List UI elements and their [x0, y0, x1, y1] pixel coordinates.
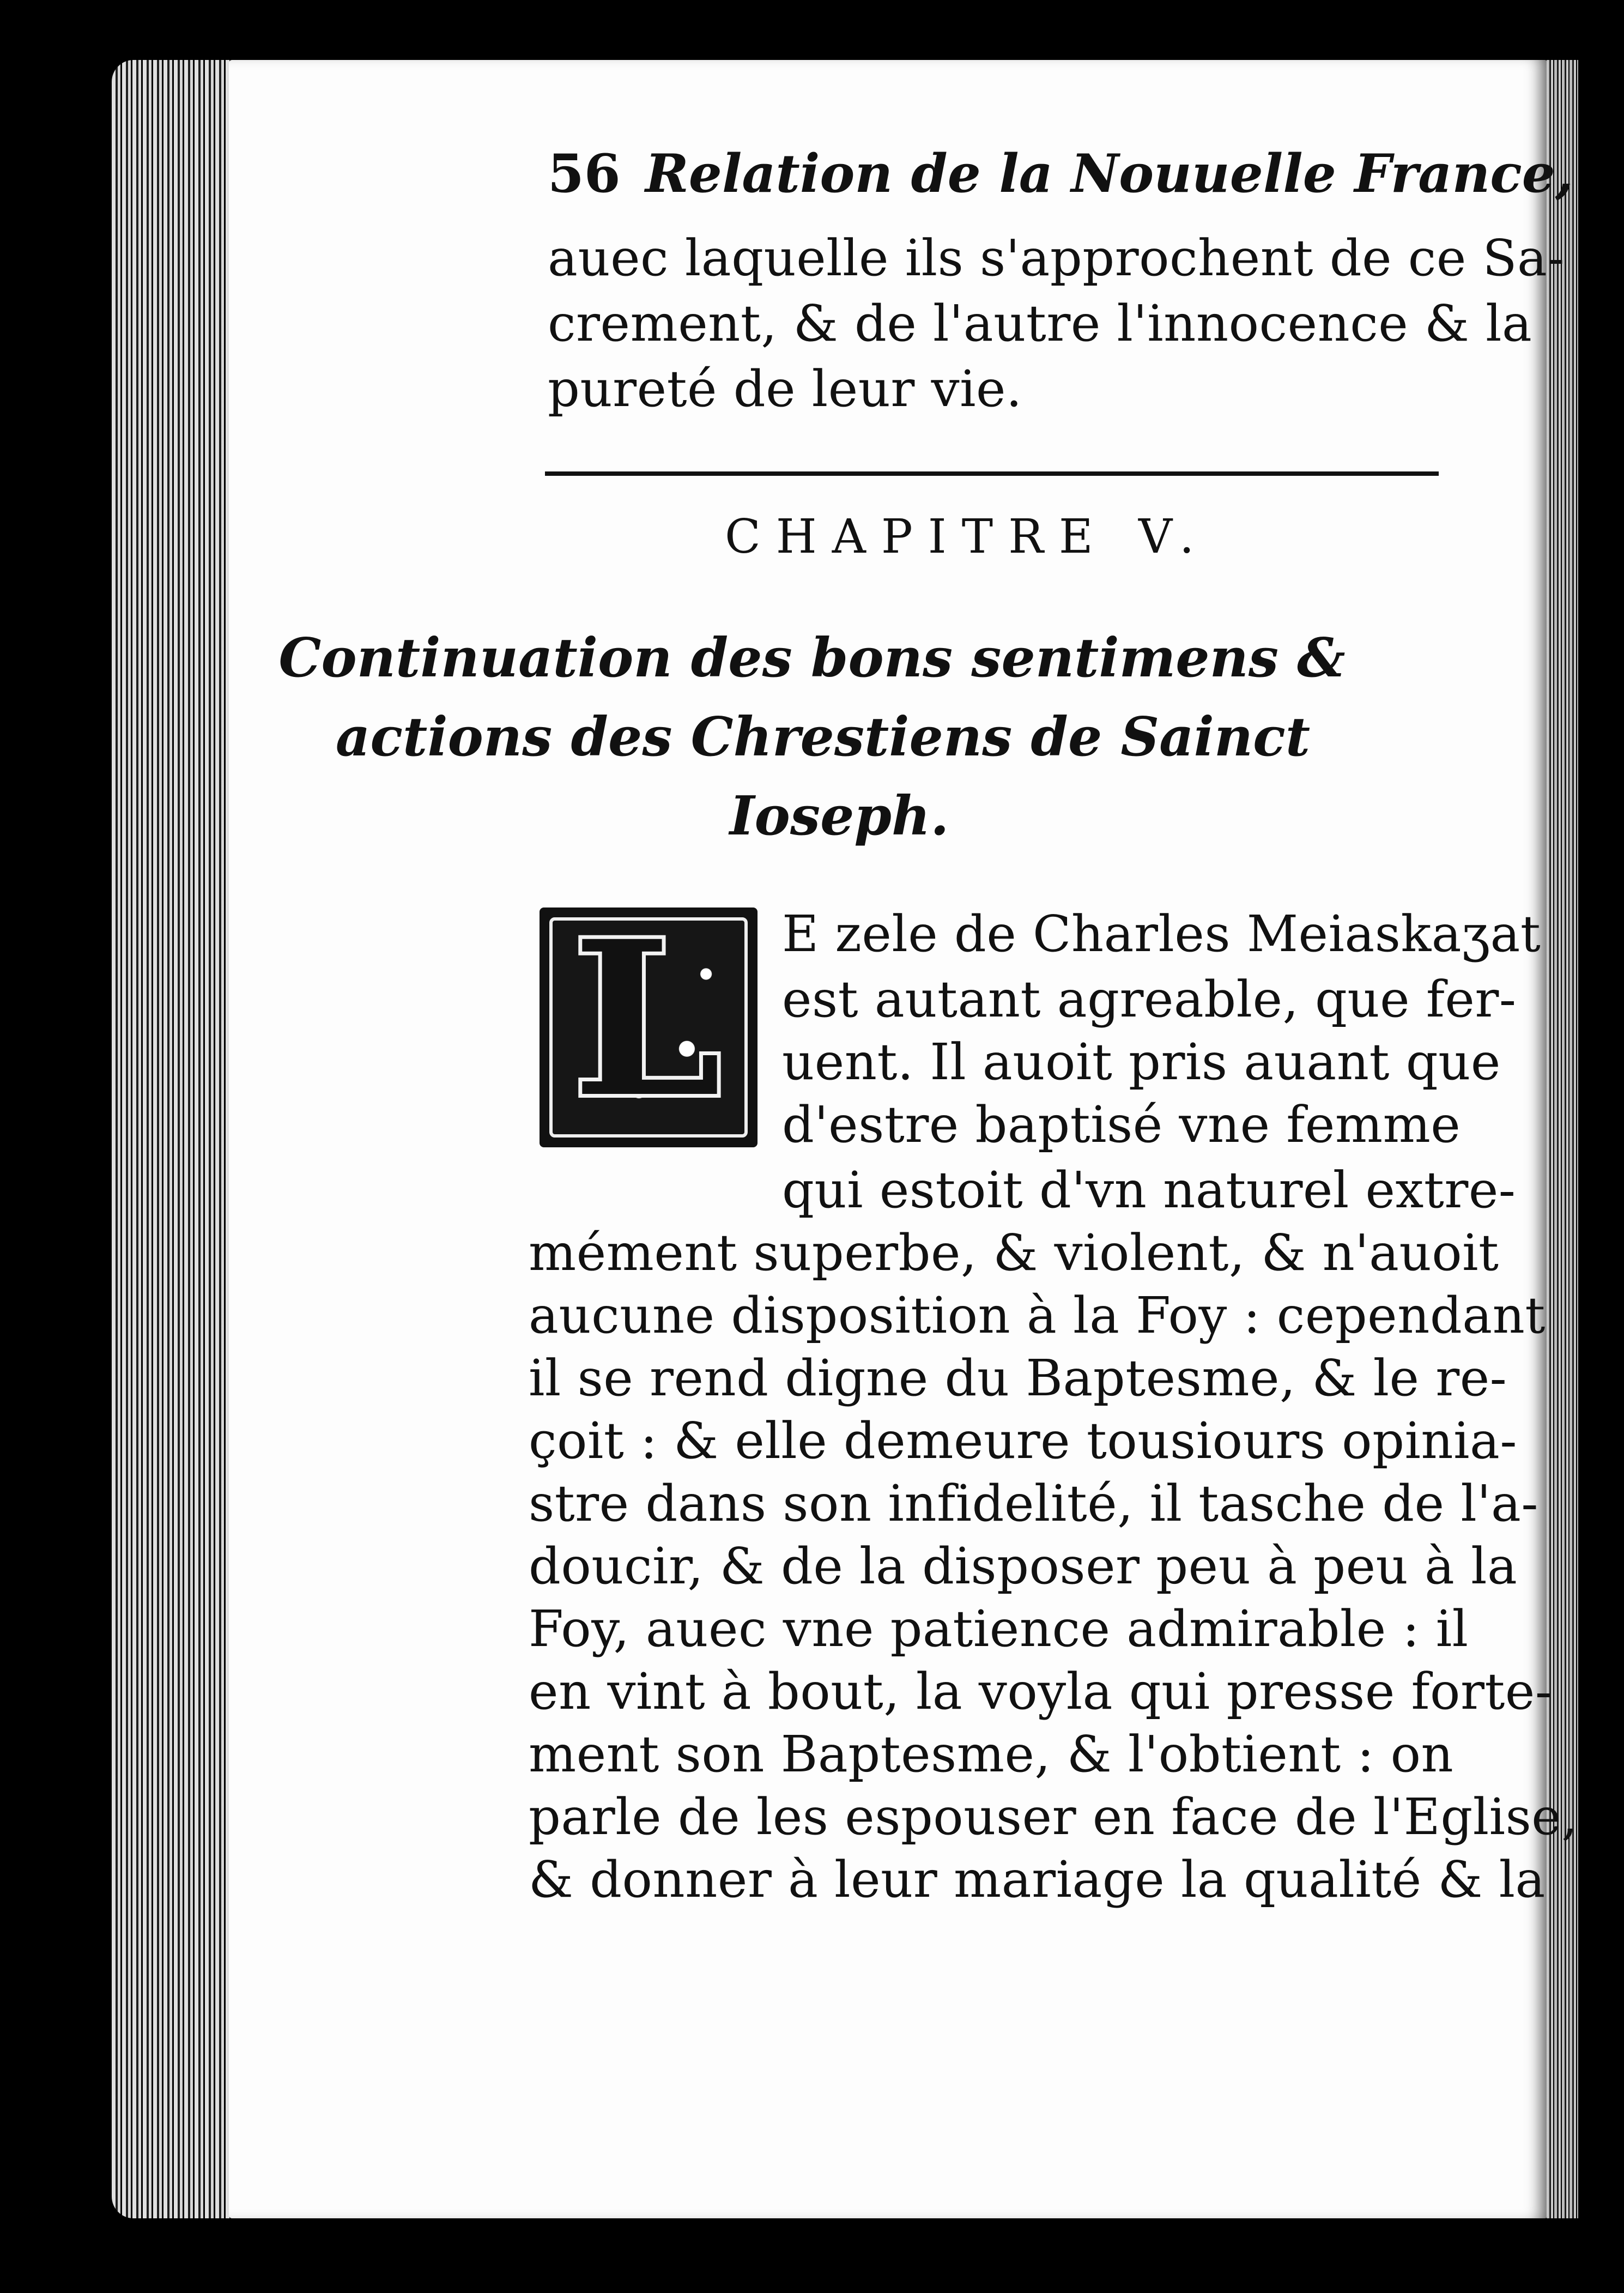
page-right-edge — [1547, 60, 1578, 2218]
section-rule — [545, 471, 1439, 476]
body-line: & donner à leur mariage la qualité & la — [529, 1850, 1546, 1909]
body-line: parle de les espouser en face de l'Eglise, — [529, 1788, 1578, 1846]
body-line: uent. Il auoit pris auant que — [782, 1033, 1501, 1091]
body-line: d'estre baptisé vne femme — [782, 1096, 1461, 1154]
body-line: çoit : & elle demeure tousiours opinia- — [529, 1412, 1517, 1470]
body-line: doucir, & de la disposer peu à peu à la — [529, 1537, 1518, 1595]
drop-cap-letter: L — [572, 907, 722, 1144]
page-number: 56 — [548, 143, 621, 204]
chapter-title-line: actions des Chrestiens de Sainct — [335, 706, 1311, 769]
body-line: E zele de Charles Meiaskaʒat — [782, 905, 1541, 963]
body-line: ment son Baptesme, & l'obtient : on — [529, 1725, 1454, 1783]
body-line: Foy, auec vne patience admirable : il — [529, 1600, 1469, 1658]
intro-line: pureté de leur vie. — [548, 360, 1022, 418]
intro-line: auec laquelle ils s'approchent de ce Sa- — [548, 229, 1565, 287]
running-title: Relation de la Nouuelle France, — [645, 143, 1574, 204]
chapter-title-line: Ioseph. — [729, 785, 949, 848]
body-line: en vint à bout, la voyla qui presse forte- — [529, 1662, 1553, 1721]
body-line: aucune disposition à la Foy : cependant — [529, 1286, 1546, 1345]
drop-cap-ornament — [540, 907, 758, 1147]
body-line: stre dans son infidelité, il tasche de l'a- — [529, 1474, 1538, 1533]
body-line: qui estoit d'vn naturel extre- — [782, 1161, 1516, 1219]
chapter-title-line: Continuation des bons sentimens & — [278, 627, 1346, 689]
intro-line: crement, & de l'autre l'innocence & la — [548, 294, 1532, 353]
page-stack-edge — [112, 60, 240, 2218]
body-line: est autant agreable, que fer- — [782, 970, 1517, 1028]
body-line: il se rend digne du Baptesme, & le re- — [529, 1349, 1507, 1407]
body-line: mément superbe, & violent, & n'auoit — [529, 1224, 1499, 1282]
chapter-heading: CHAPITRE V. — [725, 510, 1210, 564]
running-header — [548, 143, 1573, 204]
